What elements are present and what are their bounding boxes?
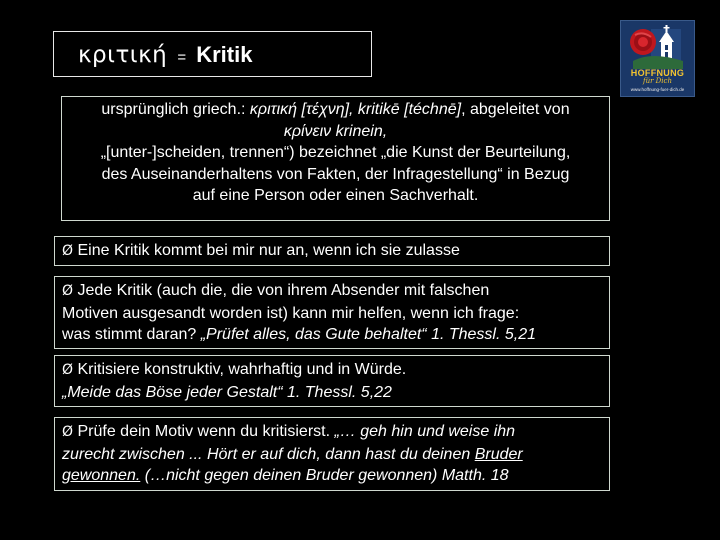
logo-url: www.hoffnung-fuer-dich.de [630,87,685,92]
title-equals: = [177,49,187,66]
definition-line-3: „[unter-]scheiden, trennen“) bezeichnet „die Kunst der Beurteilung, [100,144,571,161]
logo-emblem-icon [621,21,695,69]
bullet-3-quote: „Meide das Böse jeder Gestalt“ 1. Thessl. 5,22 [62,383,392,401]
bullet-arrow-icon: Ø [62,424,74,440]
bullet-3-line-1-text: Kritisiere konstruktiv, wahrhaftig und in Würde. [77,361,407,378]
hoffnung-logo [620,20,695,97]
slide-title [78,42,252,68]
definition-text [62,99,609,207]
bullet-4-line-1 [62,421,523,444]
bullet-4-line-1-b: „… geh hin und weise ihn [334,423,516,440]
bullet-arrow-icon: Ø [62,362,74,378]
bullet-4-line-3-a: gewonnen. [62,467,141,484]
bullet-arrow-icon: Ø [62,283,74,299]
bullet-3 [62,359,406,403]
logo-brand: HOFFNUNG [630,68,685,78]
definition-line-1-b: κριτική [τέχνη], kritikē [téchnē] [249,101,462,118]
definition-line-2-text: κρίνειν krinein, [283,122,388,140]
bullet-4-line-2 [62,444,523,466]
bullet-1-text: Eine Kritik kommt bei mir nur an, wenn ich sie zulasse [77,242,460,259]
bullet-4-line-2-a: zurecht zwischen ... Hört er auf dich, dann hast du deinen [62,445,475,463]
bullet-4-line-2-b: Bruder [474,445,523,463]
bullet-2-line-3-a: was stimmt daran? [62,326,201,343]
bullet-2 [62,280,536,346]
bullet-4-line-1-a: Prüfe dein Motiv wenn du kritisierst. [77,423,335,440]
bullet-2-quote: „Prüfet alles, das Gute behaltet“ 1. Thessl. 5,21 [200,326,537,343]
bullet-1 [62,240,460,263]
bullet-2-line-1-text: Jede Kritik (auch die, die von ihrem Absender mit falschen [77,282,490,299]
bullet-2-line-3 [62,324,536,346]
definition-line-4: des Auseinanderhaltens von Fakten, der Infragestellung“ in Bezug [101,165,570,183]
definition-line-1 [62,99,609,121]
bullet-4 [62,421,523,487]
definition-line-5: auf eine Person oder einen Sachverhalt. [192,187,479,204]
title-greek: κριτική [78,42,168,68]
bullet-2-line-1 [62,280,536,303]
definition-line-2 [62,121,609,143]
definition-line-1-a: ursprünglich griech.: [101,101,250,118]
bullet-4-line-3-b: (…nicht gegen deinen Bruder gewonnen) Matth. 18 [140,467,509,484]
bullet-3-line-1 [62,359,406,382]
logo-subtitle: für Dich [643,77,672,85]
bullet-3-line-2 [62,382,406,404]
bullet-arrow-icon: Ø [62,243,74,259]
title-word: Kritik [196,42,253,67]
bullet-4-line-3 [62,465,523,487]
bullet-2-line-2: Motiven ausgesandt worden ist) kann mir helfen, wenn ich frage: [62,304,520,322]
definition-line-1-c: , abgeleitet von [461,101,570,118]
